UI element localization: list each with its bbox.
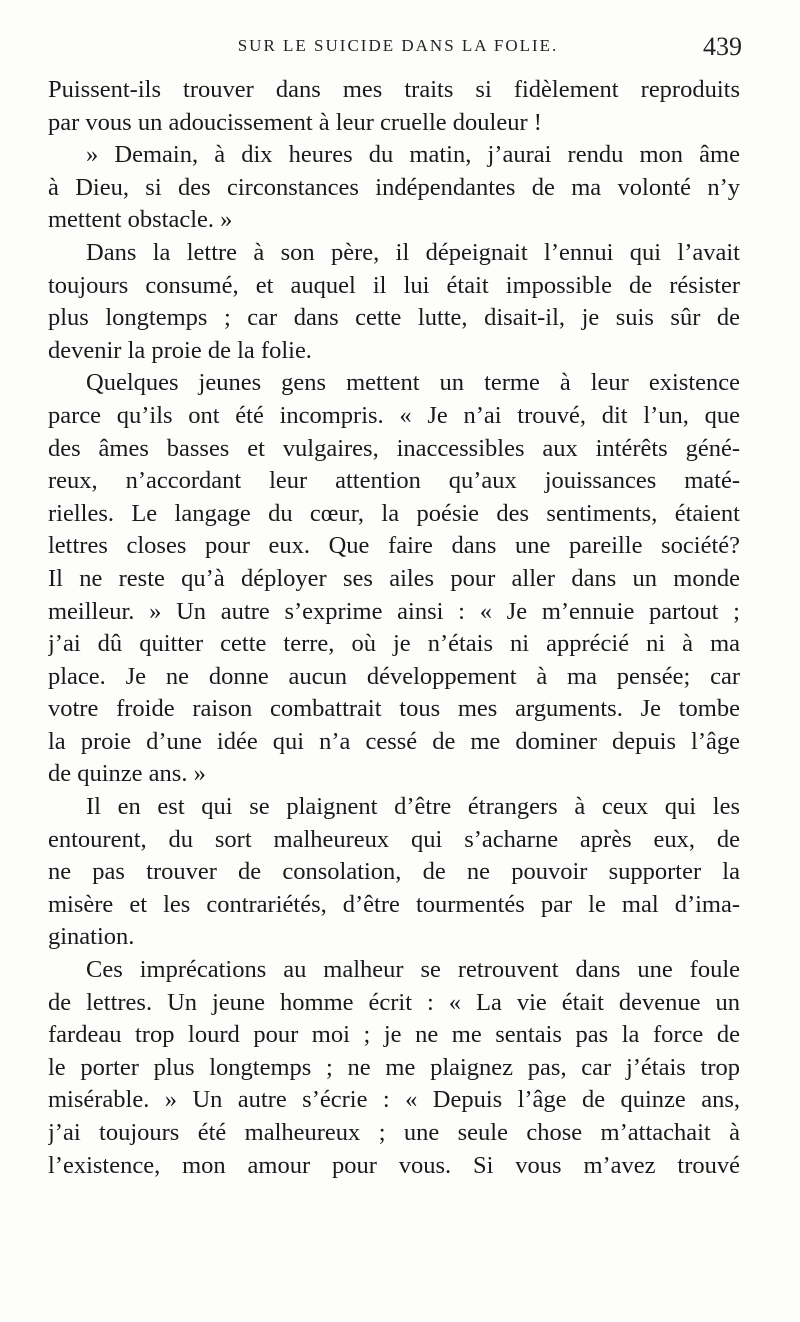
text-line: toujours consumé, et auquel il lui était impossible de résister (48, 271, 740, 299)
text-line: j’ai toujours été malheureux ; une seule chose m’attachait à (48, 1119, 740, 1146)
text-line: l’existence, mon amour pour vous. Si vous m’avez trouvé (48, 1151, 740, 1179)
text-line: devenir la proie de la folie. (48, 336, 312, 364)
paragraph (48, 139, 740, 237)
text-line: lettres closes pour eux. Que faire dans une pareille société? (48, 532, 740, 560)
text-line: gination. (48, 923, 135, 951)
text-line: ne pas trouver de consolation, de ne pouvoir supporter la (48, 858, 740, 886)
paragraph (48, 367, 740, 791)
text-line: de quinze ans. » (48, 760, 206, 788)
text-line: Dans la lettre à son père, il dépeignait l’ennui qui l’avait (86, 238, 740, 266)
text-line: entourent, du sort malheureux qui s’acharne après eux, de (48, 825, 740, 853)
text-line: de lettres. Un jeune homme écrit : « La vie était devenue un (48, 988, 740, 1016)
text-line: misère et les contrariétés, d’être tourmentés par le mal d’ima- (48, 890, 740, 918)
paragraph (48, 74, 740, 139)
text-line: des âmes basses et vulgaires, inaccessibles aux intérêts géné- (48, 434, 740, 462)
text-line: par vous un adoucissement à leur cruelle douleur ! (48, 108, 542, 136)
body-text (48, 74, 740, 1182)
text-line: Il ne reste qu’à déployer ses ailes pour aller dans un monde (48, 564, 740, 592)
text-line: plus longtemps ; car dans cette lutte, disait-il, je suis sûr de (48, 304, 740, 332)
page-number: 439 (703, 32, 742, 61)
text-line: » Demain, à dix heures du matin, j’aurai rendu mon âme (86, 141, 740, 169)
text-line: la proie d’une idée qui n’a cessé de me dominer depuis l’âge (48, 727, 740, 755)
text-line: à Dieu, si des circonstances indépendantes de ma volonté n’y (48, 173, 740, 201)
text-line: j’ai dû quitter cette terre, où je n’étais ni apprécié ni à ma (48, 630, 740, 658)
text-line: reux, n’accordant leur attention qu’aux jouissances maté- (48, 467, 740, 495)
text-line: meilleur. » Un autre s’exprime ainsi : « Je m’ennuie partout ; (48, 597, 740, 625)
text-line: le porter plus longtemps ; ne me plaignez pas, car j’étais trop (48, 1053, 740, 1081)
text-line: Quelques jeunes gens mettent un terme à leur existence (86, 369, 740, 397)
text-line: place. Je ne donne aucun développement à ma pensée; car (48, 662, 740, 690)
text-line: Il en est qui se plaignent d’être étrangers à ceux qui les (86, 793, 740, 821)
running-title: SUR LE SUICIDE DANS LA FOLIE. (237, 36, 559, 55)
text-line: votre froide raison combattrait tous mes arguments. Je tombe (48, 695, 740, 723)
paragraph (48, 954, 740, 1182)
text-line: misérable. » Un autre s’écrie : « Depuis l’âge de quinze ans, (48, 1086, 740, 1114)
text-line: parce qu’ils ont été incompris. « Je n’ai trouvé, dit l’un, que (48, 401, 740, 429)
text-line: fardeau trop lourd pour moi ; je ne me sentais pas la force de (48, 1021, 740, 1049)
paragraph (48, 237, 740, 367)
text-line: rielles. Le langage du cœur, la poésie des sentiments, étaient (48, 499, 740, 527)
text-line: Puissent-ils trouver dans mes traits si fidèlement reproduits (48, 76, 740, 103)
text-line: Ces imprécations au malheur se retrouvent dans une foule (86, 956, 740, 984)
running-head (48, 32, 748, 66)
text-line: mettent obstacle. » (48, 206, 233, 234)
paragraph (48, 791, 740, 954)
